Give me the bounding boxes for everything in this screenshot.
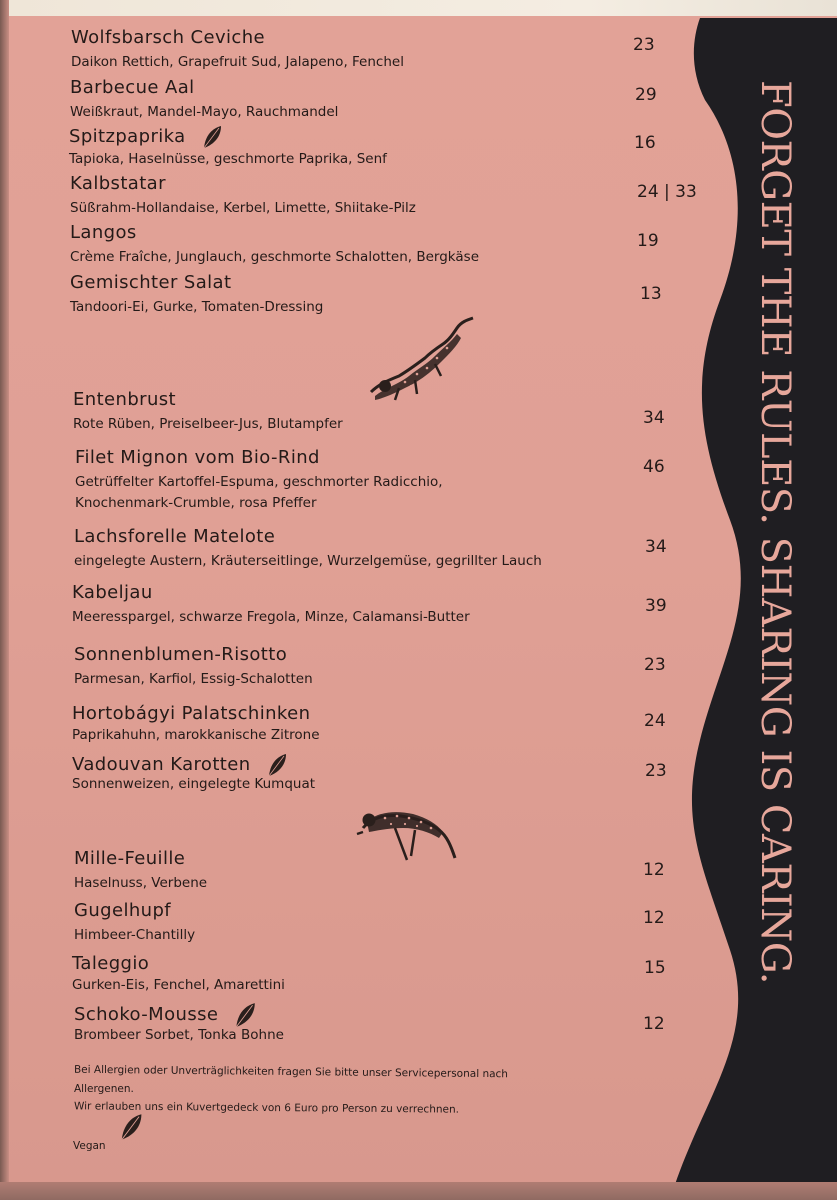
vegan-legend-label: Vegan (73, 1140, 106, 1152)
menu-item-price: 12 (643, 860, 665, 880)
menu-item-name: Schoko-Mousse (74, 1004, 219, 1025)
menu-item-name: Hortobágyi Palatschinken (72, 703, 311, 724)
menu-item-name: Spitzpaprika (69, 126, 186, 147)
menu-item-price: 24 | 33 (637, 182, 697, 202)
cover-charge-note: Wir erlauben uns ein Kuvertgedeck von 6 Euro pro Person zu verrechnen. (73, 1100, 460, 1116)
tagline-text: FORGET THE RULES. SHARING IS CARING. (752, 80, 798, 985)
menu-item-name: Gugelhupf (74, 900, 172, 921)
menu-item-name: Lachsforelle Matelote (74, 526, 276, 547)
menu-item-name: Barbecue Aal (70, 77, 195, 98)
menu-item-price: 34 (645, 537, 667, 557)
menu-item-name: Entenbrust (73, 389, 176, 410)
menu-item-desc: Tandoori-Ei, Gurke, Tomaten-Dressing (70, 299, 324, 315)
menu-item-desc: Himbeer-Chantilly (74, 927, 196, 943)
menu-item-desc: Parmesan, Karfiol, Essig-Schalotten (74, 671, 313, 687)
menu-item-desc: Süßrahm-Hollandaise, Kerbel, Limette, Shiitake-Pilz (70, 200, 416, 216)
menu-item-name: Sonnenblumen-Risotto (74, 644, 288, 665)
menu-item-price: 23 (633, 35, 655, 55)
allergy-note-line2: Allergenen. (74, 1083, 134, 1095)
menu-item-desc: Haselnuss, Verbene (74, 875, 208, 891)
menu-item-name: Kabeljau (72, 582, 153, 603)
menu-item-name: Mille-Feuille (74, 848, 186, 869)
leopard-lying-icon (355, 798, 463, 868)
leaf-icon (116, 1112, 146, 1142)
menu-item-price: 46 (643, 457, 665, 477)
menu-item-desc: eingelegte Austern, Kräuterseitlinge, Wurzelgemüse, gegrillter Lauch (74, 553, 542, 569)
menu-item-price: 12 (643, 908, 665, 928)
menu-item-price: 29 (635, 85, 657, 105)
menu-item-price: 16 (634, 133, 656, 153)
menu-item-desc: Paprikahuhn, marokkanische Zitrone (72, 727, 320, 743)
menu-item-desc: Tapioka, Haselnüsse, geschmorte Paprika, Senf (69, 151, 387, 167)
menu-item-desc: Getrüffelter Kartoffel-Espuma, geschmorter Radicchio, Knochenmark-Crumble, rosa Pfeffer (75, 474, 443, 511)
menu-item-desc: Gurken-Eis, Fenchel, Amarettini (72, 977, 285, 993)
menu-item-price: 15 (644, 958, 666, 978)
menu-item-name: Vadouvan Karotten (72, 754, 251, 775)
menu-item-price: 34 (643, 408, 665, 428)
menu-item-name-row (69, 124, 224, 150)
menu-item-desc: Sonnenweizen, eingelegte Kumquat (72, 776, 316, 792)
menu-item-desc: Weißkraut, Mandel-Mayo, Rauchmandel (70, 104, 339, 120)
menu-item-desc: Rote Rüben, Preiselbeer-Jus, Blutampfer (73, 416, 343, 432)
menu-item-name: Langos (70, 222, 137, 243)
paper-bottom-edge (0, 1182, 837, 1200)
menu-item-price: 23 (644, 655, 666, 675)
menu-item-name: Gemischter Salat (70, 272, 232, 293)
menu-item-name: Taleggio (72, 953, 150, 974)
menu-item-price: 19 (637, 231, 659, 251)
leopard-stretching-icon (365, 314, 477, 404)
menu-item-name: Filet Mignon vom Bio-Rind (75, 447, 320, 468)
menu-item-price: 23 (645, 761, 667, 781)
menu-item-price: 39 (645, 596, 667, 616)
menu-item-desc: Daikon Rettich, Grapefruit Sud, Jalapeno, Fenchel (71, 54, 404, 70)
menu-item-price: 13 (640, 284, 662, 304)
allergy-note-line1: Bei Allergien oder Unverträglichkeiten fragen Sie bitte unser Servicepersonal nach (73, 1063, 509, 1081)
menu-item-price: 24 (644, 711, 666, 731)
menu-item-name: Wolfsbarsch Ceviche (71, 27, 266, 48)
menu-item-desc: Brombeer Sorbet, Tonka Bohne (74, 1027, 284, 1043)
leaf-icon (200, 124, 224, 150)
menu-item-name: Kalbstatar (70, 173, 166, 194)
menu-item-desc: Meeresspargel, schwarze Fregola, Minze, Calamansi-Butter (72, 609, 470, 625)
menu-item-price: 12 (643, 1014, 665, 1034)
menu-item-desc: Crème Fraîche, Junglauch, geschmorte Schalotten, Bergkäse (70, 249, 480, 265)
